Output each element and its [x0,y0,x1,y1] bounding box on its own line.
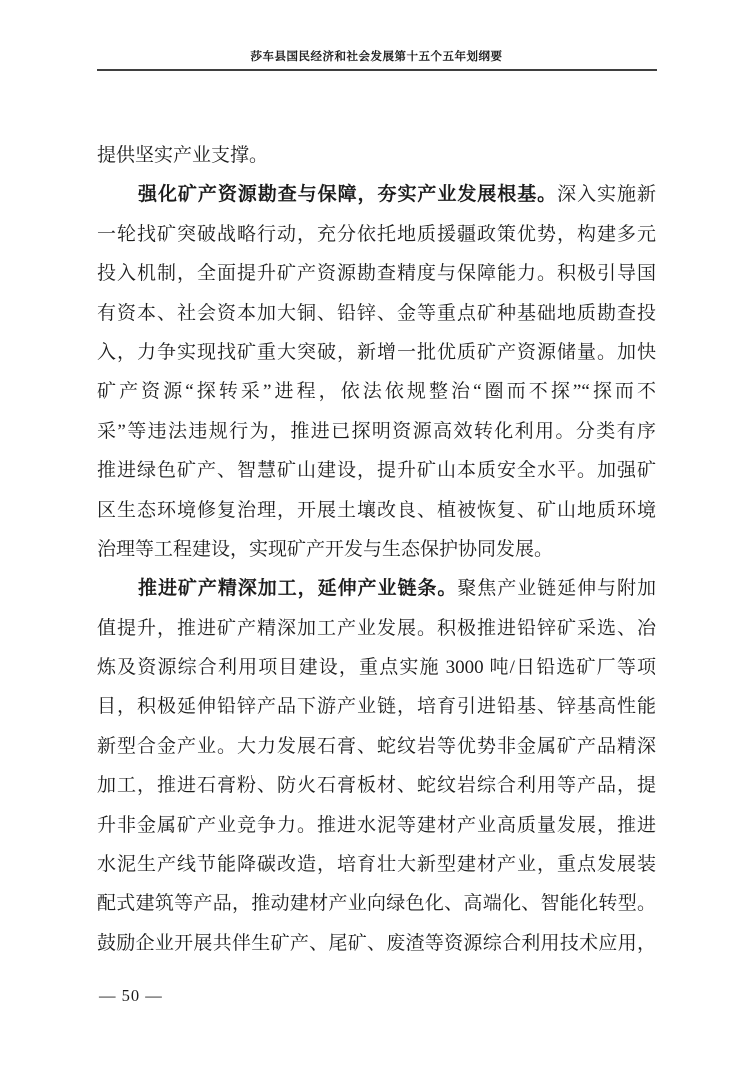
text-line [97,727,656,766]
text-line [97,530,656,569]
body-text-segment: 入，力争实现找矿重大突破，新增一批优质矿产资源储量。加快 [97,341,656,363]
body-text-segment: 值提升，推进矿产精深加工产业发展。积极推进铅锌矿采选、冶 [97,617,656,639]
text-line [97,175,656,214]
text-line [97,609,656,648]
body-text-segment: 深入实施新 [557,184,656,206]
body-text-segment: 配式建筑等产品，推动建材产业向绿色化、高端化、智能化转型。 [97,893,656,915]
text-line [97,372,656,411]
page-number: — 50 — [99,986,163,1005]
text-line [97,845,656,884]
body-text-segment: 有资本、社会资本加大铜、铅锌、金等重点矿种基础地质勘查投 [97,302,656,324]
body-text-segment: 采”等违法违规行为，推进已探明资源高效转化利用。分类有序 [97,420,656,442]
body-text-segment: 新型合金产业。大力发展石膏、蛇纹岩等优势非金属矿产品精深 [97,735,656,757]
text-line [97,254,656,293]
body-text-segment: 一轮找矿突破战略行动，充分依托地质援疆政策优势，构建多元 [97,223,656,245]
text-line [97,648,656,687]
bold-lead-sentence: 强化矿产资源勘查与保障，夯实产业发展根基。 [138,184,558,206]
bold-lead-sentence: 推进矿产精深加工，延伸产业链条。 [138,578,458,600]
body-text-segment: 目，积极延伸铅锌产品下游产业链，培育引进铅基、锌基高性能 [97,696,656,718]
body-text-segment: 水泥生产线节能降碳改造，培育壮大新型建材产业，重点发展装 [97,854,656,876]
page-footer [99,986,163,1006]
header-divider-rule [97,69,657,71]
body-text-segment: 区生态环境修复治理，开展土壤改良、植被恢复、矿山地质环境 [97,499,656,521]
body-text-segment: 炼及资源综合利用项目建设，重点实施 3000 吨/日铅选矿厂等项 [97,657,656,679]
text-line [97,924,656,963]
body-text-segment: 提供坚实产业支撑。 [97,145,269,166]
text-line [97,766,656,805]
text-line [97,333,656,372]
text-line [97,806,656,845]
text-line [97,687,656,726]
body-text-segment: 聚焦产业链延伸与附加 [457,578,656,600]
body-text-segment: 推进绿色矿产、智慧矿山建设，提升矿山本质安全水平。加强矿 [97,460,656,482]
body-text-segment: 治理等工程建设，实现矿产开发与生态保护协同发展。 [97,538,554,560]
text-line [97,451,656,490]
body-text-segment: 鼓励企业开展共伴生矿产、尾矿、废渣等资源综合利用技术应用， [97,932,656,954]
body-text-segment: 加工，推进石膏粉、防火石膏板材、蛇纹岩综合利用等产品，提 [97,775,656,797]
text-line [97,491,656,530]
text-line [97,136,656,175]
text-line [97,294,656,333]
text-line [97,569,656,608]
page-header-title: 莎车县国民经济和社会发展第十五个五年划纲要 [250,51,503,63]
text-line [97,884,656,923]
text-line [97,215,656,254]
text-line [97,412,656,451]
body-text-segment: 矿产资源“探转采”进程，依法依规整治“圈而不探”“探而不 [97,381,656,403]
body-text-segment: 投入机制，全面提升矿产资源勘查精度与保障能力。积极引导国 [97,263,656,285]
document-body [97,136,656,963]
body-text-segment: 升非金属矿产业竞争力。推进水泥等建材产业高质量发展，推进 [97,814,656,836]
